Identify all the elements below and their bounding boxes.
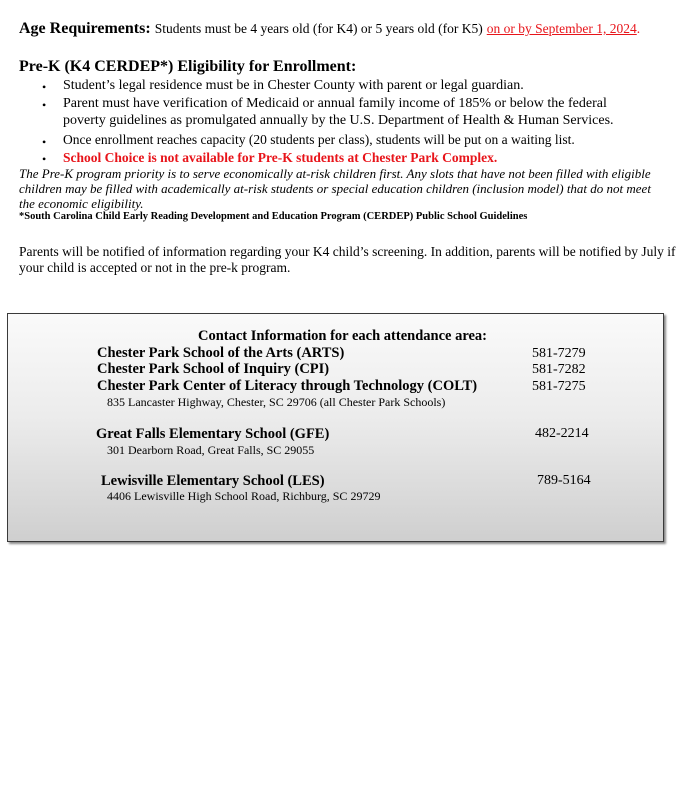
school-gfe-phone: 482-2214: [535, 426, 589, 441]
bullet-2-icon: •: [42, 98, 47, 112]
cerdep-footnote: *South Carolina Child Early Reading Development and Education Program (CERDEP) Public School Guidelines: [19, 211, 528, 222]
bullet-residence: Student’s legal residence must be in Chester County with parent or legal guardian.: [63, 78, 524, 93]
age-requirements-text: Students must be 4 years old (for K4) or 5 years old (for K5): [154, 21, 483, 36]
bullet-school-choice: School Choice is not available for Pre-K students at Chester Park Complex.: [63, 150, 498, 165]
les-address: 4406 Lewisville High School Road, Richburg, SC 29729: [107, 489, 381, 503]
school-arts-name: Chester Park School of the Arts (ARTS): [97, 345, 345, 361]
priority-line-3: the economic eligibility.: [19, 196, 144, 211]
bullet-income-line1: Parent must have verification of Medicaid or annual family income of 185% or below the federal: [63, 96, 607, 111]
bullet-3-icon: •: [42, 135, 47, 149]
eligibility-heading: Pre-K (K4 CERDEP*) Eligibility for Enrollment:: [19, 58, 357, 75]
age-cutoff-date: on or by September 1, 2024: [486, 21, 637, 36]
chester-park-address: 835 Lancaster Highway, Chester, SC 29706 (all Chester Park Schools): [107, 395, 446, 409]
age-period: .: [636, 21, 641, 36]
school-les-phone: 789-5164: [537, 473, 591, 488]
school-les-name: Lewisville Elementary School (LES): [101, 473, 325, 489]
age-requirements: [19, 20, 640, 38]
priority-line-1: The Pre-K program priority is to serve economically at-risk children first. Any slots that have not been filled with eligible: [19, 166, 651, 181]
school-colt-phone: 581-7275: [532, 379, 586, 394]
school-cpi-phone: 581-7282: [532, 362, 586, 377]
notification-line-1: Parents will be notified of information regarding your K4 child’s screening. In addition, parents will be notified by July if: [19, 244, 676, 259]
contact-title: Contact Information for each attendance area:: [198, 328, 488, 344]
bullet-capacity: Once enrollment reaches capacity (20 students per class), students will be put on a waiting list.: [63, 132, 575, 147]
school-gfe-name: Great Falls Elementary School (GFE): [96, 426, 330, 442]
school-cpi-name: Chester Park School of Inquiry (CPI): [97, 361, 330, 377]
notification-line-2: your child is accepted or not in the pre-k program.: [19, 260, 291, 275]
bullet-4-icon: •: [42, 152, 47, 166]
school-arts-phone: 581-7279: [532, 346, 586, 361]
priority-line-2: children may be filled with academically at-risk students or special education children (inclusion model) that do not meet: [19, 181, 651, 196]
school-colt-name: Chester Park Center of Literacy through Technology (COLT): [97, 378, 478, 394]
bullet-income-line2: poverty guidelines as promulgated annually by the U.S. Department of Health & Human Services.: [63, 113, 614, 128]
bullet-1-icon: •: [42, 80, 47, 94]
gfe-address: 301 Dearborn Road, Great Falls, SC 29055: [107, 443, 315, 457]
age-requirements-heading: Age Requirements:: [19, 20, 151, 37]
